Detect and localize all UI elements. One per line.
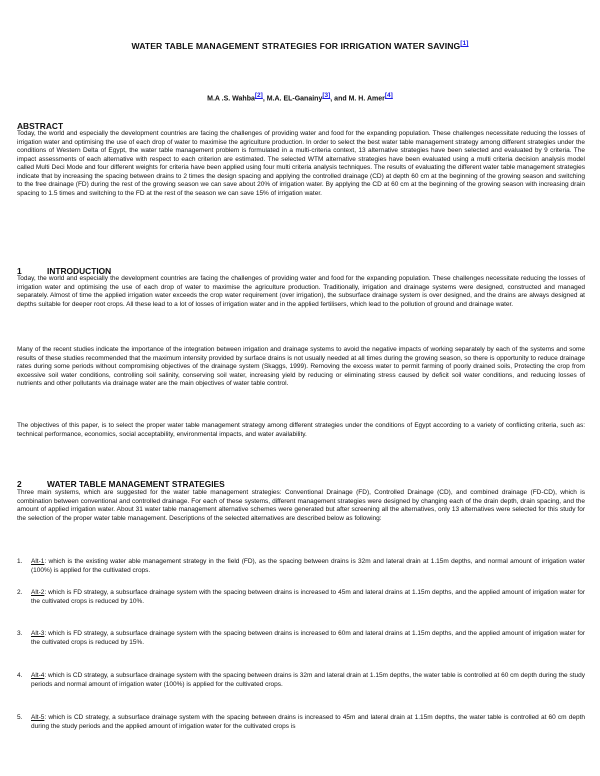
paragraph: Many of the recent studies indicate the importance of the integration between irrigation and drainage systems to avoid the negative impacts of working separately by each of the systems and some results of these studies recommended that the maximum intensity provided by surface drains is not usually needed at all times during the growing season, so there is opportunity to reduce drainage rates during some periods without compromising objectives of the drainage system (Skaggs, 1999). Removing the excess water to permit farming of poorly drained soils, Protecting the crop from excessive soil water conditions, controlling soil salinity, conserving soil water, increasing yield by reducing or eliminating stress caused by deficit soil water conditions, and reducing losses of nutrients and other pollutants via drainage water are the main objectives of water table control. (17, 346, 585, 388)
list-number: 2. (17, 589, 23, 596)
list-item: 2. Alt-2: which is FD strategy, a subsurface drainage system with the spacing between drains is increased to 45m and lateral drains at 1.15m depths, and the applied amount of irrigation water for the cultivated crops is reduced by 10%. (17, 589, 585, 605)
paragraph: The objectives of this paper, is to select the proper water table management strategy among different strategies under the conditions of Egypt according to a variety of conflicting criteria, such as: technical performance, economics, social acceptability, environmental impacts, and water availability. (17, 422, 585, 438)
alternative-label: Alt-3 (31, 630, 45, 637)
alternative-label: Alt-4 (31, 672, 45, 679)
alternative-label: Alt-1 (31, 558, 45, 565)
list-item: 4. Alt-4: which is CD strategy, a subsurface drainage system with the spacing between drains is 32m and lateral drain at 1.15m depths, the water table is controlled at 60 cm depth during the study periods and normal amount of irrigation water (100%) is applied for the cultivated crops. (17, 672, 585, 688)
abstract-text: Today, the world and especially the development countries are facing the challenges of providing water and food for the expanding population. These challenges necessitate reducing the losses of irrigation water and optimising the use of each drop of water to maximise the agriculture production. In order to select the best water table management strategy among different strategies under the conditions of Western Delta of Egypt, the water table management problem is formulated in a multi-criteria context, 13 alternative strategies have been selected and evaluated by 9 criteria. The impact assessments of each alternative with respect to each criterion are estimated. The selected WTM alternative strategies have been evaluated using a multi criteria decision analysis model called Multi Deci Mode and four different weights for criteria have been applied using four multi criteria analysis techniques. The results of evaluating the different water table management strategies indicate that by increasing the spacing between drains to 2 times the design spacing and applying the controlled drainage (CD) at depth 60 cm at the beginning of the growing season and switching to the free drainage (FD) during the rest of the growing season we can save about 20% of irrigation water. By applying the CD at 60 cm at the beginning of the growing season with increasing drain spacing to 1.5 times and switching to the FD at the rest of the season we can save 15% of irrigation water. (17, 130, 585, 197)
alternative-label: Alt-2 (31, 589, 45, 596)
alternative-label: Alt-5 (31, 714, 45, 721)
author-name: M. H. Amer (348, 95, 385, 103)
paragraph: Today, the world and especially the development countries are facing the challenges of providing water and food for the expanding population. These challenges necessitate reducing the losses of irrigation water and optimising the use of each drop of water to maximise the agriculture production. Traditionally, irrigation and drainage systems were designed, constructed and managed separately. Almost of time the applied irrigation water exceeds the crop water requirement (over irrigation), the subsurface drainage system is over designed, and the drains are always designed at depths suitable for deeper root crops. All these lead to a lot of losses of irrigation water and in the applied fertilisers, which lead to the pollution of ground and drainage water. (17, 275, 585, 308)
paragraph: Three main systems, which are suggested for the water table management strategies: Conventional Drainage (FD), Controlled Drainage (CD), and combined drainage (FD-CD), which is combination between conventional and controlled drainage. For each of these systems, different management strategies were designed by changing each of the drain depth, drain spacing, and the amount of applied irrigation water. About 31 water table management alternative schemes were generated but after screening all the alternatives, only 13 alternatives were selected for this study for the selection of the proper water table management. Descriptions of the selected alternatives are described below as following: (17, 489, 585, 522)
paper-title: WATER TABLE MANAGEMENT STRATEGIES FOR IRRIGATION WATER SAVING[1] (131, 40, 469, 51)
title-footnote-link[interactable]: [1] (460, 40, 469, 47)
section-number: 1 (17, 266, 22, 276)
author-footnote-link[interactable]: [4] (384, 92, 393, 99)
section-title: INTRODUCTION (47, 266, 112, 276)
abstract-heading: ABSTRACT (17, 121, 64, 131)
list-number: 1. (17, 558, 23, 565)
author-name: M.A. EL-Ganainy (266, 95, 323, 103)
author-line: M.A .S. Wahba[2], M.A. EL-Ganainy[3], and M. H. Amer[4] (207, 92, 393, 103)
list-number: 3. (17, 630, 23, 637)
list-number: 5. (17, 714, 23, 721)
section-number: 2 (17, 479, 22, 489)
section-title: WATER TABLE MANAGEMENT STRATEGIES (47, 479, 225, 489)
author-footnote-link[interactable]: [3] (322, 92, 331, 99)
section-heading (17, 479, 225, 489)
list-number: 4. (17, 672, 23, 679)
list-item: 1. Alt-1: which is the existing water able management strategy in the field (FD), as the spacing between drains is 32m and lateral drain at 1.15m depths, and normal amount of irrigation water (100%) is applied for the cultivated crops. (17, 558, 585, 574)
list-item: 5. Alt-5: which is CD strategy, a subsurface drainage system with the spacing between drains is increased to 45m and lateral drain at 1.15m depths, the water table is controlled at 60 cm depth during the study periods and the applied amount of irrigation water for the cultivated crops is (17, 714, 585, 730)
list-item: 3. Alt-3: which is FD strategy, a subsurface drainage system with the spacing between drains is increased to 60m and lateral drains at 1.15m depths, and the applied amount of irrigation water for the cultivated crops is reduced by 15%. (17, 630, 585, 646)
author-footnote-link[interactable]: [2] (254, 92, 263, 99)
author-name: M.A .S. Wahba (207, 95, 255, 103)
